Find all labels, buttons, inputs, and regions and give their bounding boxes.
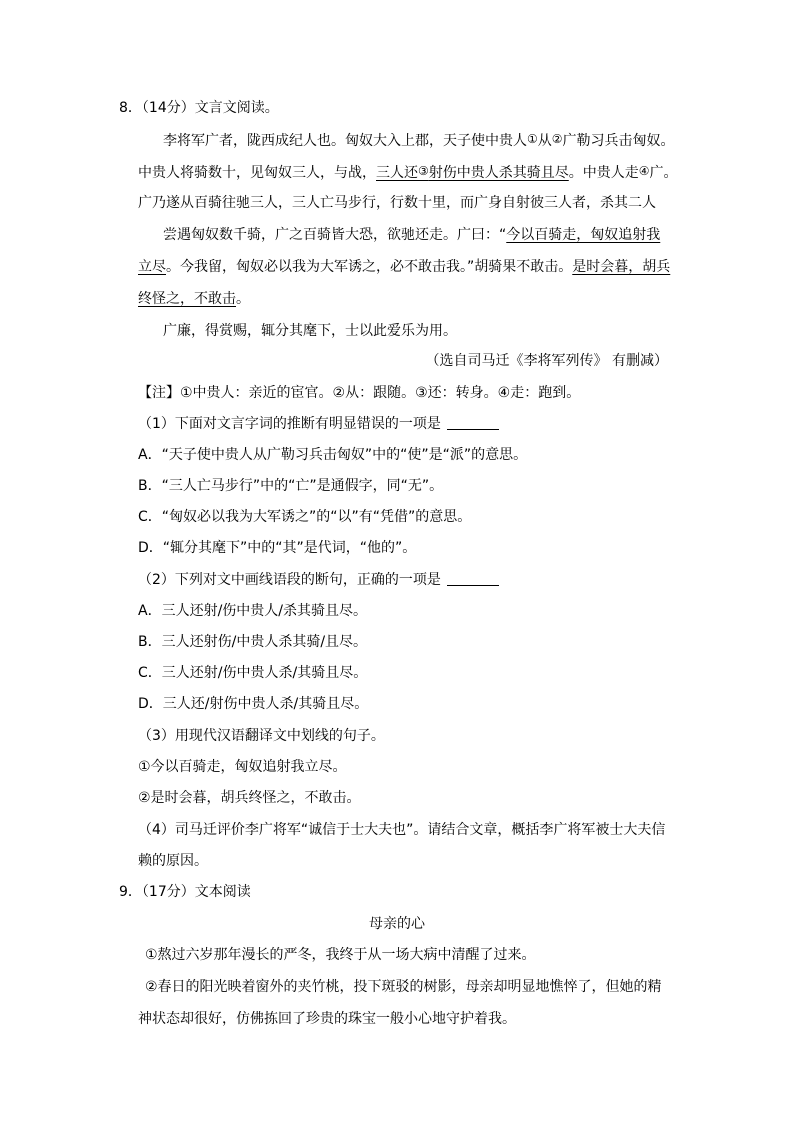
sub1-prompt: （1）下面对文言字词的推断有明显错误的一项是 [138,414,499,434]
sub1-option-d: D．“辄分其麾下”中的“其”是代词，“他的”。 [138,540,417,556]
q9-paragraph-1: ①熬过六岁那年漫长的严冬，我终于从一场大病中清醒了过来。 [145,947,536,963]
q8-p3: 广廉，得赏赐，辄分其麾下，士以此爱乐为用。 [163,323,457,339]
underlined-sentence-1: 三人还③射伤中贵人杀其骑且尽 [376,164,569,181]
sub4-line1: （4）司马迁评价李广将军“诚信于士大夫也”。请结合文章，概括李广将军被士大夫信 [138,822,666,838]
q8-p1-line3: 广乃遂从百骑往驰三人，三人亡马步行，行数十里，而广身自射彼三人者，杀其二人 [138,195,656,211]
sub2-prompt: （2）下列对文中画线语段的断句，正确的一项是 [138,570,499,590]
q8-p2-line2: 立尽。今我留，匈奴必以我为大军诱之，必不敢击我。”胡骑果不敢击。是时会暮，胡兵 [138,259,671,275]
q9-paragraph-2-line2: 神状态却很好，仿佛拣回了珍贵的珠宝一般小心地守护着我。 [138,1011,516,1027]
sub4-line2: 赖的原因。 [138,853,208,869]
sub1-option-b: B．“三人亡马步行”中的“亡”是通假字，同“无”。 [138,478,444,494]
source-citation: （选自司马迁《李将军列传》 有删减） [425,353,668,369]
sub2-option-a: A．三人还射/伤中贵人/杀其骑且尽。 [138,603,368,619]
sub3-sentence-2: ②是时会暮，胡兵终怪之，不敢击。 [138,790,361,806]
q8-p1-line1: 李将军广者，陇西成纪人也。匈奴大入上郡，天子使中贵人①从②广勒习兵击匈奴。 [163,132,675,149]
q9-header: 9．（17分）文本阅读 [119,884,251,900]
sub3-prompt: （3）用现代汉语翻译文中划线的句子。 [138,728,385,744]
sub2-option-d: D．三人还/射伤中贵人杀/其骑且尽。 [138,696,369,712]
q9-paragraph-2-line1: ②春日的阳光映着窗外的夹竹桃，投下斑驳的树影，母亲却明显地憔悴了，但她的精 [145,979,662,995]
q8-p2-line1: 尝遇匈奴数千骑，广之百骑皆大恐，欲驰还走。广曰：“今以百骑走，匈奴追射我 [163,227,661,243]
annotation-note: 【注】①中贵人：亲近的宦官。②从：跟随。③还：转身。④走：跑到。 [138,385,581,401]
sub1-option-c: C．“匈奴必以我为大军诱之”的“以”有“凭借”的意思。 [138,509,472,525]
q8-header: 8．（14分）文言文阅读。 [119,100,279,116]
q8-p1-line2: 中贵人将骑数十，见匈奴三人，与战，三人还③射伤中贵人杀其骑且尽。中贵人走④广。 [138,164,678,181]
sub2-option-b: B．三人还射伤/中贵人杀其骑/且尽。 [138,634,368,650]
answer-blank [447,417,499,430]
sub1-option-a: A．“天子使中贵人从广勒习兵击匈奴”中的“使”是“派”的意思。 [138,447,528,463]
passage-title: 母亲的心 [369,916,425,932]
sub3-sentence-1: ①今以百骑走，匈奴追射我立尽。 [138,759,347,775]
sub2-option-c: C．三人还射/伤中贵人杀/其骑且尽。 [138,665,368,681]
q8-p2-line3: 终怪之，不敢击。 [138,291,250,307]
answer-blank [447,573,499,586]
